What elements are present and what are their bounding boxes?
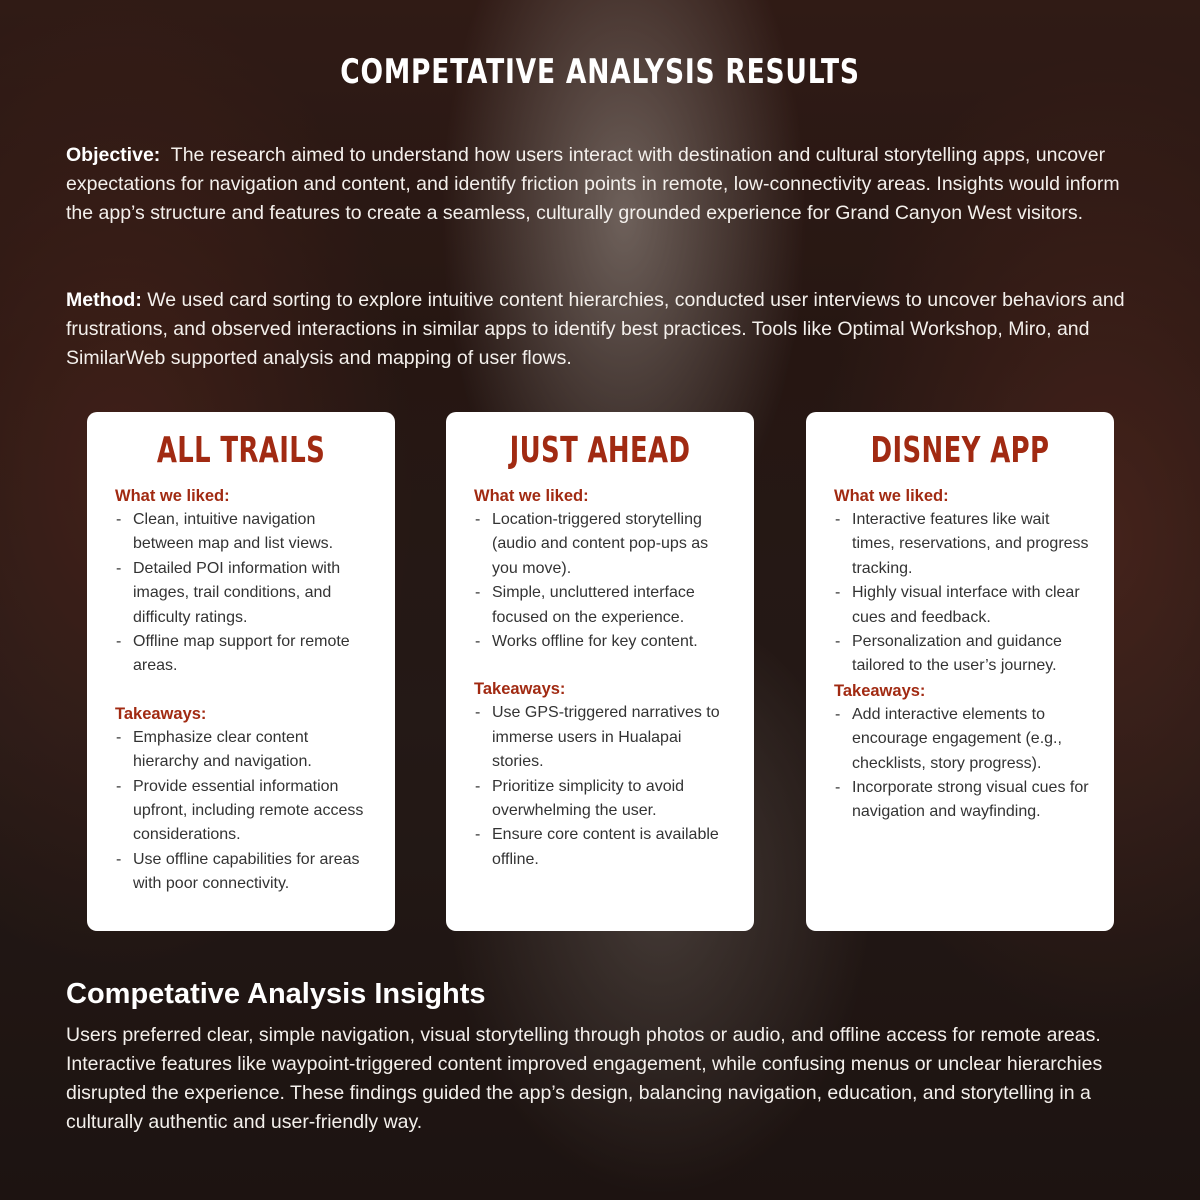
card-title: JUST AHEAD xyxy=(509,430,691,471)
list-item: - Works offline for key content. xyxy=(474,630,734,654)
list-item: - Use GPS-triggered narratives to immerse users in Hualapai stories. xyxy=(474,701,734,774)
objective-paragraph xyxy=(66,141,1146,228)
takeaways-heading: Takeaways: xyxy=(115,704,207,723)
list-item: - Prioritize simplicity to avoid overwhelming the user. xyxy=(474,775,734,824)
method-text: We used card sorting to explore intuitive content hierarchies, conducted user interviews to uncover behaviors and frustrations, and observed interactions in similar apps to identify best practices. Tools like Optimal Workshop, Miro, and SimilarWeb supported analysis and mapping of user flows. xyxy=(66,289,1125,369)
list-item: - Add interactive elements to encourage engagement (e.g., checklists, story progress). xyxy=(834,703,1094,776)
list-item: - Simple, uncluttered interface focused on the experience. xyxy=(474,581,734,630)
list-item: - Detailed POI information with images, trail conditions, and difficulty ratings. xyxy=(115,557,375,630)
takeaways-heading: Takeaways: xyxy=(474,680,566,699)
method-label: Method: xyxy=(66,289,142,311)
card-all-trails xyxy=(87,412,395,931)
insights-title: Competative Analysis Insights xyxy=(66,978,486,1010)
list-item: - Interactive features like wait times, reservations, and progress tracking. xyxy=(834,508,1094,581)
list-item: - Use offline capabilities for areas with poor connectivity. xyxy=(115,848,375,897)
list-item: - Provide essential information upfront, including remote access considerations. xyxy=(115,775,375,848)
liked-heading: What we liked: xyxy=(834,487,949,505)
list-item: - Ensure core content is available offline. xyxy=(474,823,734,872)
list-item: - Location-triggered storytelling (audio and content pop-ups as you move). xyxy=(474,508,734,581)
takeaways-list xyxy=(834,703,1094,825)
liked-list xyxy=(115,508,375,679)
card-title: ALL TRAILS xyxy=(156,430,326,471)
list-item: - Personalization and guidance tailored to the user’s journey. xyxy=(834,630,1094,679)
page-title: COMPETATIVE ANALYSIS RESULTS xyxy=(340,52,860,92)
list-item: - Highly visual interface with clear cues and feedback. xyxy=(834,581,1094,630)
takeaways-heading: Takeaways: xyxy=(834,681,926,700)
card-disney-app xyxy=(806,412,1114,931)
method-paragraph xyxy=(66,286,1146,373)
liked-heading: What we liked: xyxy=(474,487,589,505)
objective-label: Objective: xyxy=(66,144,161,166)
list-item: - Incorporate strong visual cues for navigation and wayfinding. xyxy=(834,776,1094,825)
takeaways-list xyxy=(474,701,734,872)
card-just-ahead xyxy=(446,412,754,931)
liked-list xyxy=(474,508,734,654)
list-item: - Emphasize clear content hierarchy and navigation. xyxy=(115,726,375,775)
liked-heading: What we liked: xyxy=(115,487,230,505)
objective-text: The research aimed to understand how users interact with destination and cultural storytelling apps, uncover expectations for navigation and content, and identify friction points in remote, low-connectivity areas. Insights would inform the app’s structure and features to create a seamless, culturally grounded experience for Grand Canyon West visitors. xyxy=(66,144,1120,224)
card-title: DISNEY APP xyxy=(870,430,1050,471)
liked-list xyxy=(834,508,1094,679)
takeaways-list xyxy=(115,726,375,897)
list-item: - Clean, intuitive navigation between map and list views. xyxy=(115,508,375,557)
insights-text: Users preferred clear, simple navigation, visual storytelling through photos or audio, and offline access for remote areas. Interactive features like waypoint-triggered content improved engagement, while confusing menus or unclear hierarchies disrupted the experience. These findings guided the app’s design, balancing navigation, education, and storytelling in a culturally authentic and user-friendly way. xyxy=(66,1024,1103,1133)
list-item: - Offline map support for remote areas. xyxy=(115,630,375,679)
